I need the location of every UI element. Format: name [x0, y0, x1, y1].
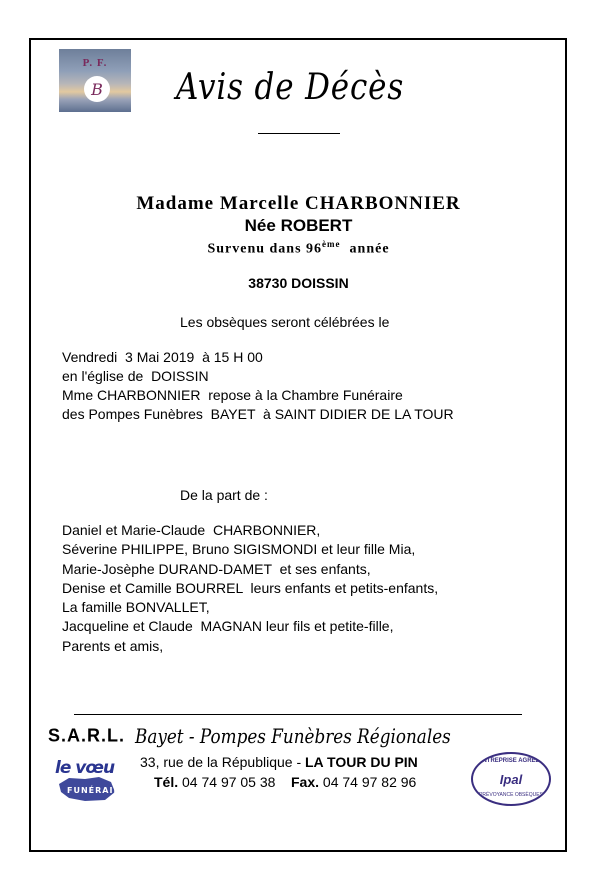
deceased-city: 38730 DOISSIN	[248, 275, 349, 291]
le-voeu-funeraire-logo	[55, 758, 131, 802]
family-line: Daniel et Marie-Claude CHARBONNIER,	[62, 522, 321, 538]
birth-name: Née ROBERT	[244, 216, 353, 235]
age-suffix: année	[340, 241, 390, 257]
age-superscript: ème	[322, 239, 341, 249]
deceased-name: Madame Marcelle CHARBONNIER	[136, 193, 461, 214]
seal-bottom-text: PRÉVOYANCE OBSÈQUES	[479, 792, 543, 798]
detail-line: Mme CHARBONNIER repose à la Chambre Funéraire	[62, 387, 403, 403]
family-line: Marie-Josèphe DURAND-DAMET et ses enfants,	[62, 560, 371, 577]
logo-initials: P. F.	[82, 57, 108, 69]
family-line: La famille BONVALLET,	[62, 599, 210, 616]
family-line: Séverine PHILIPPE, Bruno SIGISMONDI et leur fille Mia,	[62, 541, 416, 558]
detail-line: en l'église de DOISSIN	[62, 368, 209, 384]
approved-company-seal	[471, 752, 551, 806]
tel-label: Tél.	[154, 774, 179, 790]
fax-label: Fax.	[291, 774, 320, 790]
title-divider	[258, 133, 340, 134]
logo-letter: B	[84, 76, 110, 102]
address-city: LA TOUR DU PIN	[305, 754, 418, 770]
notice-title: Avis de Décès	[176, 67, 405, 108]
family-line: Parents et amis,	[62, 637, 164, 654]
footer-divider	[74, 714, 522, 715]
voeu-brand-subtext: FUNÉRAIRE	[67, 786, 128, 795]
tel-number: 04 74 97 05 38	[178, 774, 276, 790]
company-name-line	[48, 724, 511, 748]
company-phones	[154, 774, 416, 790]
age-prefix: Survenu dans 96	[207, 241, 323, 257]
address-street: 33, rue de la République -	[140, 754, 305, 770]
fax-number: 04 74 97 82 96	[319, 774, 417, 790]
family-line: Jacqueline et Claude MAGNAN leur fils et petite-fille,	[62, 618, 394, 635]
detail-line: Vendredi 3 Mai 2019 à 15 H 00	[62, 349, 263, 365]
family-line: Denise et Camille BOURREL leurs enfants et petits-enfants,	[62, 579, 439, 596]
ceremony-details	[62, 348, 454, 424]
family-list	[62, 521, 438, 656]
de-la-part-heading: De la part de :	[180, 487, 268, 503]
seal-center-text: Ipal	[499, 772, 523, 787]
company-name: Bayet - Pompes Funèbres Régionales	[135, 724, 452, 748]
voeu-brand-text: le vœu	[55, 758, 115, 778]
age-line	[0, 239, 597, 258]
company-address	[140, 754, 418, 770]
funeral-home-logo	[59, 49, 131, 112]
detail-line: des Pompes Funèbres BAYET à SAINT DIDIER DE LA TOUR	[62, 406, 454, 422]
seal-top-text: ENTREPRISE AGRÉÉE	[478, 758, 544, 764]
company-legal-form: S.A.R.L.	[48, 725, 126, 746]
obseques-intro: Les obsèques seront célébrées le	[180, 314, 390, 330]
